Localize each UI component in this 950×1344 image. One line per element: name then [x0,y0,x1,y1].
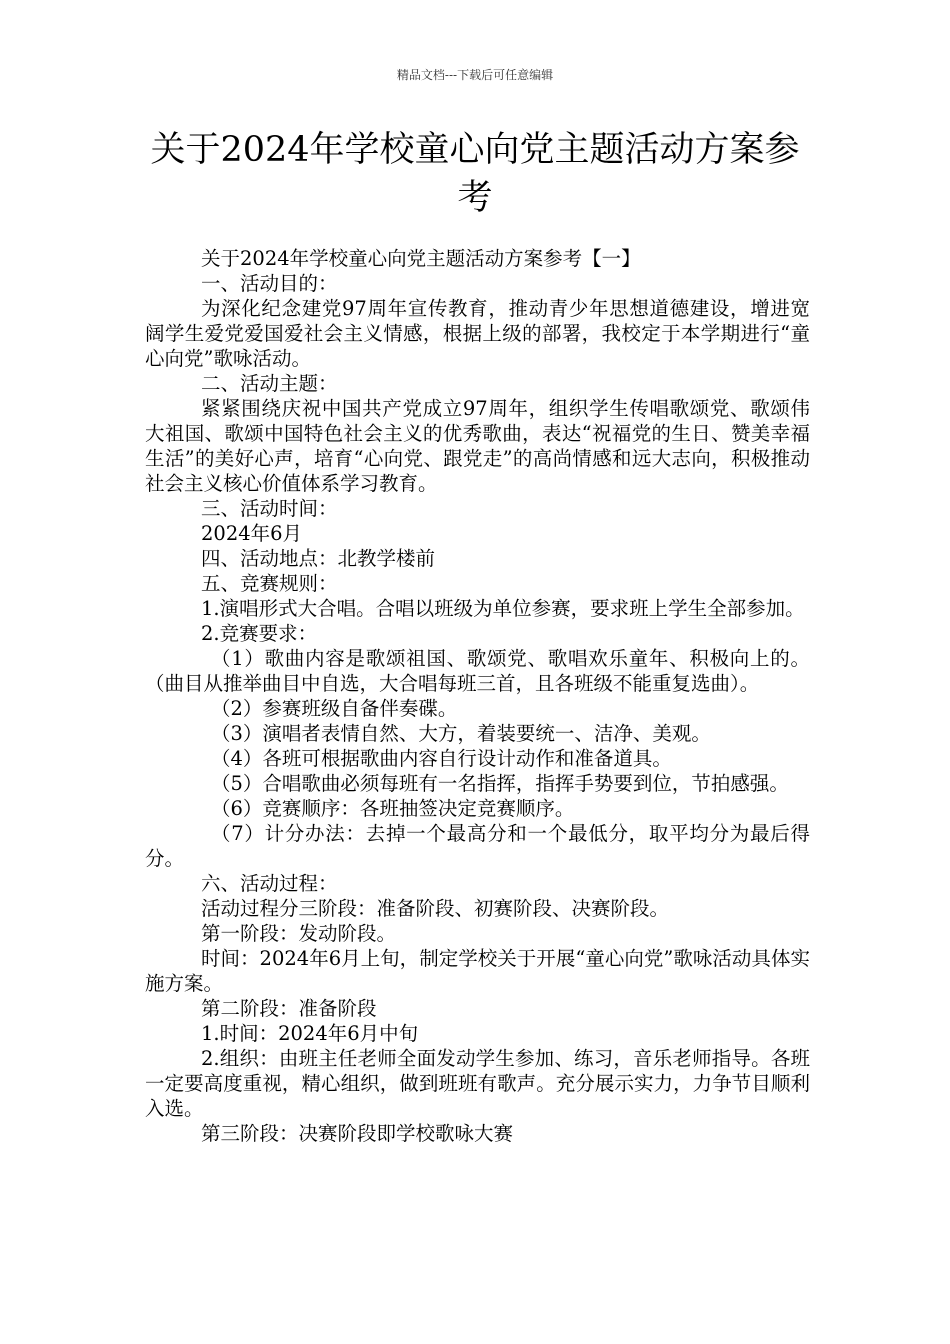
paragraph-process: 活动过程分三阶段：准备阶段、初赛阶段、决赛阶段。 [201,897,670,920]
rule-item: 2.竞赛要求： [201,622,318,645]
paragraph-stage: 1.时间：2024年6月中旬 [201,1022,419,1045]
requirement-item: （4）各班可根据歌曲内容自行设计动作和准备道具。 [211,747,672,770]
rule-item: 1.演唱形式大合唱。合唱以班级为单位参赛，要求班上学生全部参加。 [201,597,805,620]
document-body [145,246,810,1146]
requirement-item: （2）参赛班级自备伴奏碟。 [211,697,458,720]
section-subtitle: 关于2024年学校童心向党主题活动方案参考【一】 [201,247,641,270]
page-header: 精品文档---下载后可任意编辑 [396,68,554,82]
requirement-item: （6）竞赛顺序：各班抽签决定竞赛顺序。 [211,797,575,820]
paragraph-stage: 时间：2024年6月上旬，制定学校关于开展“童心向党”歌咏活动具体实施方案。 [145,947,810,995]
heading-rules: 五、竞赛规则： [201,572,338,595]
requirement-item: （5）合唱歌曲必须每班有一名指挥，指挥手势要到位，节拍感强。 [211,772,789,795]
paragraph-purpose: 为深化纪念建党97周年宣传教育，推动青少年思想道德建设，增进宽阔学生爱党爱国爱社会主义情感，根据上级的部署，我校定于本学期进行“童心向党”歌咏活动。 [145,297,810,370]
heading-process: 六、活动过程： [201,872,338,895]
stage-heading: 第二阶段：准备阶段 [201,997,377,1020]
heading-theme: 二、活动主题： [201,372,338,395]
stage-heading: 第一阶段：发动阶段。 [201,922,397,945]
paragraph-time: 2024年6月 [201,522,303,545]
requirement-item: （3）演唱者表情自然、大方，着装要统一、洁净、美观。 [211,722,711,745]
heading-location: 四、活动地点：北教学楼前 [201,547,436,570]
stage-heading: 第三阶段：决赛阶段即学校歌咏大赛 [201,1122,514,1145]
heading-purpose: 一、活动目的： [201,272,338,295]
paragraph-theme: 紧紧围绕庆祝中国共产党成立97周年，组织学生传唱歌颂党、歌颂伟大祖国、歌颂中国特色社会主义的优秀歌曲，表达“祝福党的生日、赞美幸福生活”的美好心声，培育“心向党、跟党走”的高尚情感和远大志向，积极推动社会主义核心价值体系学习教育。 [145,397,810,495]
paragraph-stage: 2.组织：由班主任老师全面发动学生参加、练习，音乐老师指导。各班一定要高度重视，精心组织，做到班班有歌声。充分展示实力，力争节目顺利入选。 [145,1047,810,1120]
requirement-item: （1）歌曲内容是歌颂祖国、歌颂党、歌唱欢乐童年、积极向上的。（曲目从推举曲目中自选，大合唱每班三首，且各班级不能重复选曲）。 [145,647,810,695]
requirement-item: （7）计分办法：去掉一个最高分和一个最低分，取平均分为最后得分。 [145,822,810,870]
document-title: 关于2024年学校童心向党主题活动方案参考 [150,130,800,218]
heading-time: 三、活动时间： [201,497,338,520]
